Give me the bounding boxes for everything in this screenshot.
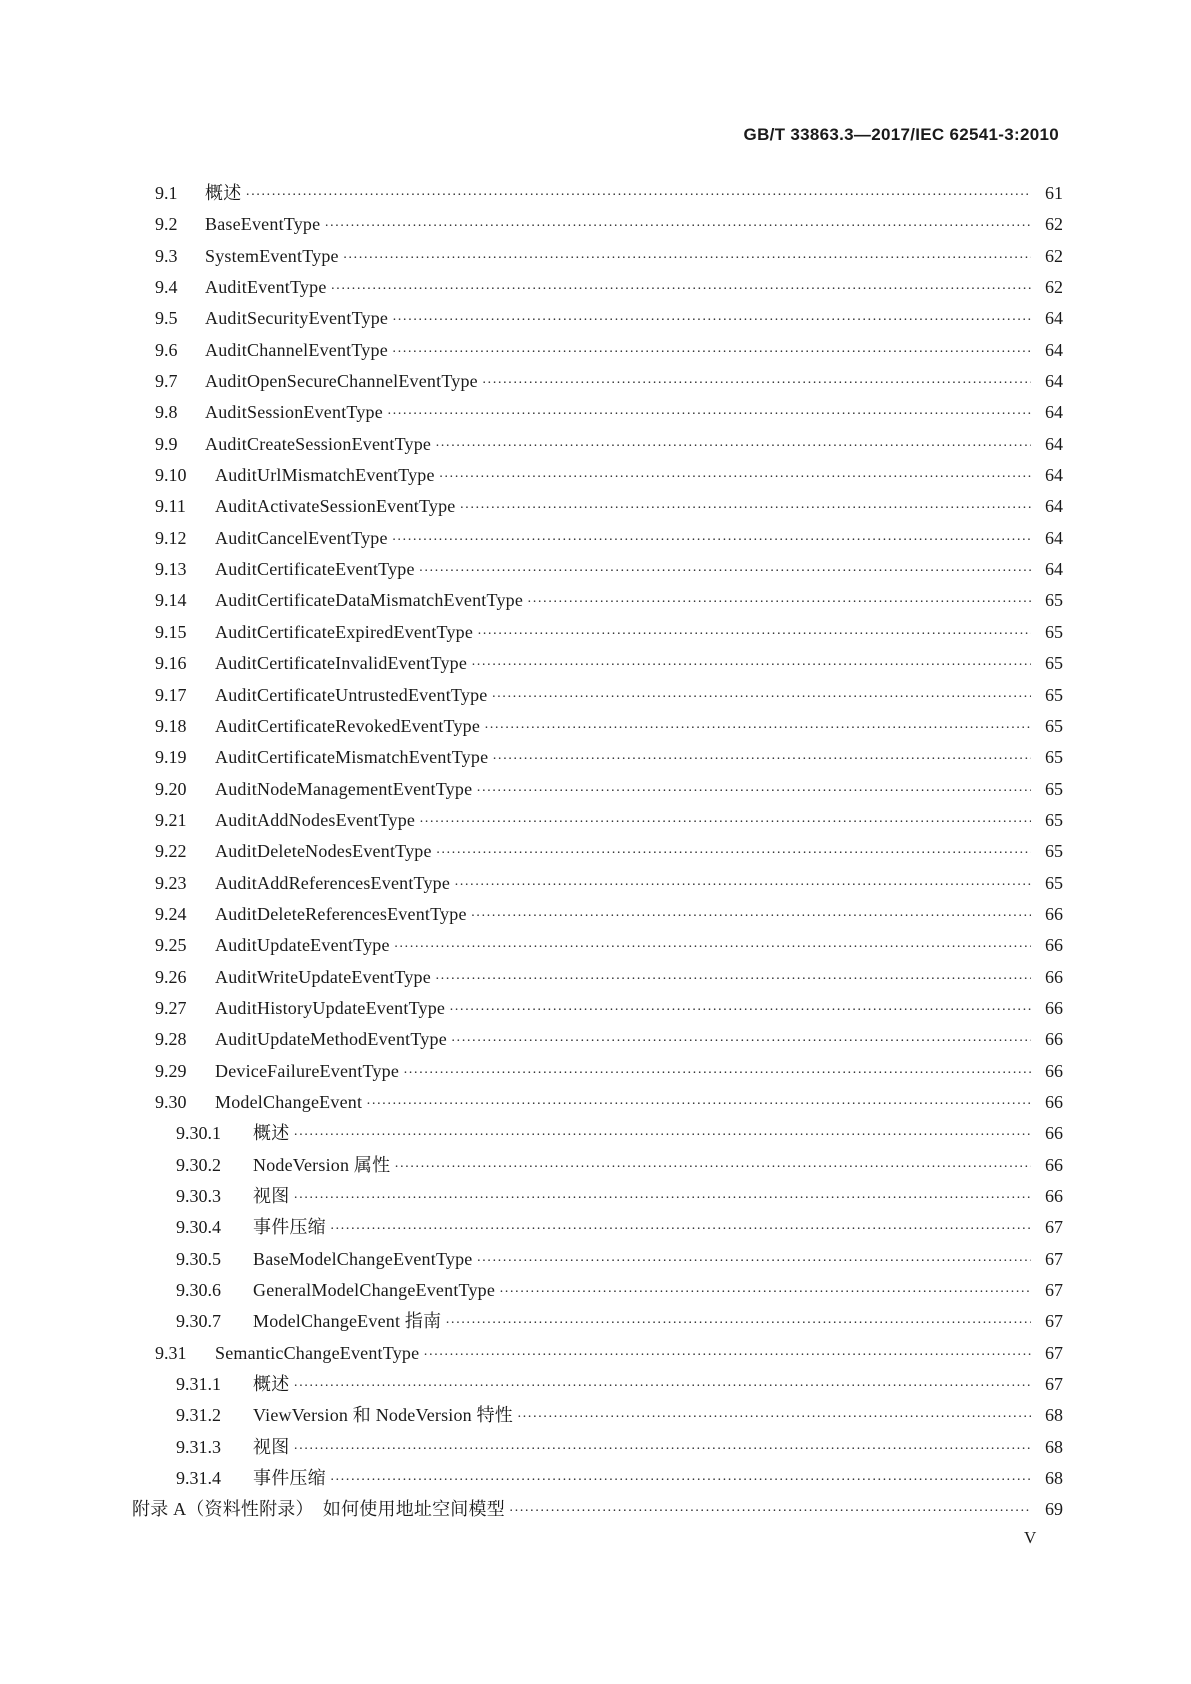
toc-entry[interactable] [0, 1024, 1191, 1055]
toc-entry[interactable] [0, 460, 1191, 491]
toc-entry[interactable] [0, 1306, 1191, 1337]
toc-entry[interactable] [0, 1118, 1191, 1149]
toc-entry-title-text: AuditCertificateRevokedEventType [215, 715, 481, 736]
toc-leader-dots [394, 932, 1031, 963]
toc-leader-dots [454, 870, 1031, 901]
toc-entry-page: 68 [1045, 1405, 1063, 1426]
toc-entry-title-text: 视图 [253, 1436, 290, 1457]
toc-entry-title [132, 1494, 1031, 1527]
toc-entry-page: 65 [1045, 747, 1063, 768]
toc-entry-title-text: 附录 A（资料性附录） 如何使用地址空间模型 [132, 1499, 505, 1520]
toc-entry-number: 9.26 [155, 966, 187, 987]
toc-entry[interactable] [0, 742, 1191, 773]
toc-entry-page: 66 [1045, 966, 1063, 987]
toc-entry-page: 64 [1045, 465, 1063, 486]
toc-leader-dots [419, 807, 1031, 838]
toc-entry-page: 62 [1045, 277, 1063, 298]
toc-entry-title-text: BaseEventType [205, 214, 321, 235]
toc-entry-page: 66 [1045, 1060, 1063, 1081]
toc-entry-page: 67 [1045, 1217, 1063, 1238]
toc-entry-title [253, 1432, 1031, 1465]
toc-entry-page: 62 [1045, 214, 1063, 235]
toc-leader-dots [331, 274, 1031, 305]
toc-entry-page: 67 [1045, 1311, 1063, 1332]
toc-entry-number: 9.6 [155, 339, 178, 360]
toc-entry-title [205, 303, 1031, 336]
toc-entry[interactable] [0, 397, 1191, 428]
toc-entry-number: 9.31.1 [176, 1374, 221, 1395]
toc-entry-page: 64 [1045, 371, 1063, 392]
toc-entry-title-text: AuditDeleteNodesEventType [215, 841, 432, 862]
toc-entry-page: 65 [1045, 841, 1063, 862]
toc-entry[interactable] [0, 962, 1191, 993]
toc-leader-dots [491, 682, 1031, 713]
toc-entry-title [253, 1275, 1031, 1308]
toc-entry-number: 9.30 [155, 1091, 187, 1112]
toc-entry-number: 9.3 [155, 245, 178, 266]
toc-entry[interactable] [0, 523, 1191, 554]
toc-entry-title [253, 1244, 1031, 1277]
toc-entry-title [253, 1400, 1031, 1433]
toc-entry-number: 9.12 [155, 527, 187, 548]
toc-entry-title-text: AuditDeleteReferencesEventType [215, 903, 467, 924]
toc-entry-page: 65 [1045, 715, 1063, 736]
toc-entry[interactable] [0, 335, 1191, 366]
toc-entry[interactable] [0, 868, 1191, 899]
toc-entry-title-text: AuditCertificateInvalidEventType [215, 653, 468, 674]
toc-leader-dots [403, 1058, 1031, 1089]
toc-leader-dots [451, 1026, 1031, 1057]
toc-entry-title-text: AuditUpdateEventType [215, 935, 390, 956]
toc-entry-title [205, 272, 1031, 305]
toc-entry-title [215, 648, 1031, 681]
toc-entry-page: 66 [1045, 935, 1063, 956]
toc-leader-dots [293, 1183, 1031, 1214]
toc-entry-number: 9.15 [155, 621, 187, 642]
toc-entry[interactable] [0, 648, 1191, 679]
toc-entry[interactable] [0, 774, 1191, 805]
toc-entry-title [205, 209, 1031, 242]
toc-leader-dots [392, 337, 1031, 368]
table-of-contents [0, 178, 1191, 1526]
toc-entry-title-text: AuditSessionEventType [205, 402, 383, 423]
toc-leader-dots [477, 619, 1031, 650]
toc-entry[interactable] [0, 930, 1191, 961]
toc-entry[interactable] [0, 805, 1191, 836]
toc-entry-number: 9.7 [155, 371, 178, 392]
toc-entry-title [215, 1024, 1031, 1057]
toc-leader-dots [471, 901, 1031, 932]
toc-entry[interactable] [0, 1087, 1191, 1118]
toc-entry-page: 65 [1045, 590, 1063, 611]
toc-entry-page: 64 [1045, 433, 1063, 454]
toc-entry-number: 9.23 [155, 872, 187, 893]
toc-leader-dots [324, 211, 1031, 242]
toc-entry-title-text: DeviceFailureEventType [215, 1060, 400, 1081]
toc-entry-page: 64 [1045, 308, 1063, 329]
toc-entry-page: 65 [1045, 684, 1063, 705]
toc-entry[interactable] [0, 680, 1191, 711]
toc-entry-title-text: 事件压缩 [253, 1468, 326, 1489]
toc-leader-dots [445, 1308, 1031, 1339]
toc-leader-dots [387, 399, 1031, 430]
toc-entry-title-text: 概述 [205, 183, 242, 203]
toc-leader-dots [476, 1246, 1031, 1277]
toc-entry[interactable] [0, 617, 1191, 648]
toc-entry-number: 9.14 [155, 590, 187, 611]
toc-leader-dots [392, 305, 1031, 336]
toc-entry-title-text: 概述 [253, 1374, 290, 1395]
toc-entry-number: 9.30.5 [176, 1248, 221, 1269]
toc-entry[interactable] [0, 836, 1191, 867]
toc-entry-number: 9.27 [155, 997, 187, 1018]
toc-entry[interactable] [0, 993, 1191, 1024]
toc-entry-title-text: AuditChannelEventType [205, 339, 388, 360]
toc-entry-number: 9.20 [155, 778, 187, 799]
toc-entry[interactable] [0, 491, 1191, 522]
toc-leader-dots [476, 776, 1031, 807]
toc-entry-title [205, 241, 1031, 274]
toc-entry[interactable] [0, 585, 1191, 616]
toc-entry-title [215, 1087, 1031, 1120]
toc-entry-title-text: AuditWriteUpdateEventType [215, 966, 431, 987]
toc-leader-dots [245, 180, 1031, 211]
toc-entry-number: 9.22 [155, 841, 187, 862]
toc-entry[interactable] [0, 899, 1191, 930]
toc-entry-title [215, 680, 1031, 713]
toc-entry-number: 9.19 [155, 747, 187, 768]
toc-entry-number: 9.17 [155, 684, 187, 705]
toc-entry-number: 9.30.2 [176, 1154, 221, 1175]
toc-entry-page: 66 [1045, 1154, 1063, 1175]
toc-entry-title [253, 1369, 1031, 1402]
toc-entry[interactable] [0, 178, 1191, 209]
toc-leader-dots [392, 525, 1031, 556]
toc-entry-page: 64 [1045, 339, 1063, 360]
toc-entry-title-text: AuditAddReferencesEventType [215, 872, 451, 893]
toc-leader-dots [435, 431, 1031, 462]
toc-entry-number: 9.11 [155, 496, 186, 517]
toc-leader-dots [482, 368, 1031, 399]
toc-entry-title-text: AuditActivateSessionEventType [215, 496, 456, 517]
toc-entry[interactable] [0, 1369, 1191, 1400]
toc-entry[interactable] [0, 209, 1191, 240]
toc-entry-number: 9.13 [155, 559, 187, 580]
toc-entry-page: 66 [1045, 1123, 1063, 1144]
toc-entry-page: 67 [1045, 1248, 1063, 1269]
toc-entry-number: 9.31 [155, 1342, 187, 1363]
toc-entry-number: 9.16 [155, 653, 187, 674]
toc-entry-title-text: AuditCancelEventType [215, 527, 388, 548]
toc-entry-page: 61 [1045, 183, 1063, 203]
toc-entry[interactable] [0, 241, 1191, 272]
toc-entry-page: 69 [1045, 1499, 1063, 1520]
toc-entry-title [215, 1338, 1031, 1371]
toc-entry-number: 9.10 [155, 465, 187, 486]
toc-entry-title-text: ModelChangeEvent [215, 1091, 363, 1112]
toc-entry-page: 68 [1045, 1436, 1063, 1457]
toc-entry-number: 9.30.1 [176, 1123, 221, 1144]
toc-leader-dots [449, 995, 1031, 1026]
toc-entry-title [215, 868, 1031, 901]
toc-entry-title [215, 805, 1031, 838]
toc-leader-dots [509, 1496, 1031, 1527]
toc-leader-dots [439, 462, 1031, 493]
toc-entry-page: 65 [1045, 653, 1063, 674]
toc-entry-title [215, 993, 1031, 1026]
toc-entry-page: 65 [1045, 621, 1063, 642]
toc-entry-title-text: AuditCertificateMismatchEventType [215, 747, 489, 768]
toc-entry-page: 65 [1045, 778, 1063, 799]
toc-entry-number: 9.24 [155, 903, 187, 924]
toc-entry-title [215, 711, 1031, 744]
toc-entry[interactable] [0, 272, 1191, 303]
toc-entry-number: 9.29 [155, 1060, 187, 1081]
toc-entry-title-text: GeneralModelChangeEventType [253, 1280, 496, 1301]
toc-entry-page: 66 [1045, 1029, 1063, 1050]
toc-entry[interactable] [0, 1056, 1191, 1087]
toc-entry-number: 9.21 [155, 809, 187, 830]
toc-entry-page: 64 [1045, 527, 1063, 548]
toc-leader-dots [499, 1277, 1031, 1308]
toc-entry-number: 9.28 [155, 1029, 187, 1050]
toc-entry-title-text: AuditAddNodesEventType [215, 809, 416, 830]
toc-entry-title-text: AuditUrlMismatchEventType [215, 465, 435, 486]
toc-entry-title [205, 366, 1031, 399]
toc-entry-title [215, 742, 1031, 775]
toc-entry[interactable] [0, 1150, 1191, 1181]
toc-leader-dots [492, 744, 1031, 775]
toc-entry-title-text: 事件压缩 [253, 1217, 326, 1238]
toc-entry-title [215, 491, 1031, 524]
toc-leader-dots [293, 1120, 1031, 1151]
toc-entry-page: 66 [1045, 903, 1063, 924]
toc-entry-title [205, 397, 1031, 430]
toc-entry-number: 9.31.2 [176, 1405, 221, 1426]
toc-entry-title-text: AuditOpenSecureChannelEventType [205, 371, 478, 392]
toc-entry[interactable] [0, 303, 1191, 334]
toc-entry-number: 9.31.3 [176, 1436, 221, 1457]
toc-entry-title [215, 554, 1031, 587]
toc-entry[interactable] [0, 1400, 1191, 1431]
toc-entry[interactable] [0, 1338, 1191, 1369]
toc-leader-dots [419, 556, 1031, 587]
toc-entry[interactable] [0, 1244, 1191, 1275]
toc-entry-title-text: AuditCertificateUntrustedEventType [215, 684, 488, 705]
toc-entry-title-text: AuditHistoryUpdateEventType [215, 997, 446, 1018]
toc-entry-title-text: AuditCertificateExpiredEventType [215, 621, 474, 642]
toc-entry[interactable] [0, 1181, 1191, 1212]
toc-entry-title [253, 1463, 1031, 1496]
toc-entry-number: 9.4 [155, 277, 178, 298]
toc-entry-page: 65 [1045, 809, 1063, 830]
toc-entry-page: 66 [1045, 1091, 1063, 1112]
toc-leader-dots [460, 493, 1032, 524]
toc-entry[interactable] [0, 366, 1191, 397]
toc-leader-dots [293, 1371, 1031, 1402]
toc-leader-dots [293, 1434, 1031, 1465]
toc-leader-dots [366, 1089, 1031, 1120]
toc-entry-title [253, 1181, 1031, 1214]
toc-entry-title [253, 1118, 1031, 1151]
toc-entry-title [205, 178, 1031, 211]
toc-entry-page: 67 [1045, 1374, 1063, 1395]
toc-entry[interactable] [0, 1463, 1191, 1494]
toc-entry-title-text: AuditCreateSessionEventType [205, 433, 432, 454]
toc-entry-page: 64 [1045, 402, 1063, 423]
toc-leader-dots [423, 1340, 1031, 1371]
toc-entry-title-text: 视图 [253, 1186, 290, 1206]
toc-leader-dots [527, 587, 1031, 618]
toc-entry-number: 9.30.6 [176, 1280, 221, 1301]
toc-entry-title-text: AuditCertificateEventType [215, 559, 415, 580]
toc-leader-dots [436, 838, 1031, 869]
toc-entry-page: 66 [1045, 1186, 1063, 1206]
toc-entry-page: 62 [1045, 245, 1063, 266]
toc-leader-dots [517, 1402, 1031, 1433]
toc-leader-dots [330, 1214, 1031, 1245]
toc-leader-dots [471, 650, 1031, 681]
toc-entry-title [215, 962, 1031, 995]
toc-entry-page: 64 [1045, 559, 1063, 580]
toc-entry[interactable] [0, 429, 1191, 460]
toc-entry[interactable] [0, 1275, 1191, 1306]
toc-entry-title-text: AuditCertificateDataMismatchEventType [215, 590, 524, 611]
toc-entry-number: 9.31.4 [176, 1468, 221, 1489]
toc-entry-title [215, 836, 1031, 869]
toc-entry-page: 67 [1045, 1280, 1063, 1301]
toc-entry-title [215, 1056, 1031, 1089]
toc-entry-page: 65 [1045, 872, 1063, 893]
toc-entry[interactable] [0, 554, 1191, 585]
toc-entry-page: 64 [1045, 496, 1063, 517]
toc-entry-number: 9.9 [155, 433, 178, 454]
toc-entry-page: 68 [1045, 1468, 1063, 1489]
toc-entry-title-text: AuditUpdateMethodEventType [215, 1029, 447, 1050]
toc-entry-title-text: 概述 [253, 1123, 290, 1144]
toc-entry-number: 9.30.3 [176, 1186, 221, 1206]
toc-entry-number: 9.1 [155, 183, 178, 203]
toc-entry-title [215, 585, 1031, 618]
toc-entry-title-text: AuditSecurityEventType [205, 308, 389, 329]
toc-entry[interactable] [0, 1212, 1191, 1243]
toc-entry-title [215, 930, 1031, 963]
toc-entry-number: 9.5 [155, 308, 178, 329]
toc-entry-title [205, 335, 1031, 368]
toc-leader-dots [435, 964, 1031, 995]
toc-entry[interactable] [0, 711, 1191, 742]
toc-leader-dots [343, 243, 1031, 274]
toc-entry-number: 9.30.4 [176, 1217, 221, 1238]
toc-entry-title-text: ViewVersion 和 NodeVersion 特性 [253, 1405, 513, 1426]
toc-entry-page: 66 [1045, 997, 1063, 1018]
toc-entry-page: 67 [1045, 1342, 1063, 1363]
toc-leader-dots [394, 1152, 1031, 1183]
toc-entry-title [253, 1212, 1031, 1245]
toc-entry-title [215, 899, 1031, 932]
toc-entry-number: 9.25 [155, 935, 187, 956]
toc-entry-title [205, 429, 1031, 462]
document-header: GB/T 33863.3—2017/IEC 62541-3:2010 [743, 125, 1059, 144]
toc-entry-number: 9.30.7 [176, 1311, 221, 1332]
toc-entry-title-text: AuditEventType [205, 277, 327, 298]
toc-entry-title [215, 460, 1031, 493]
toc-entry[interactable] [0, 1494, 1191, 1525]
toc-leader-dots [484, 713, 1031, 744]
toc-entry-title [215, 617, 1031, 650]
toc-entry-title [253, 1150, 1031, 1183]
toc-entry-title-text: SemanticChangeEventType [215, 1342, 420, 1363]
toc-entry-number: 9.18 [155, 715, 187, 736]
toc-entry-number: 9.2 [155, 214, 178, 235]
toc-entry-title [253, 1306, 1031, 1339]
toc-entry-title [215, 523, 1031, 556]
toc-entry-title-text: AuditNodeManagementEventType [215, 778, 473, 799]
toc-entry-title-text: SystemEventType [205, 245, 339, 266]
toc-entry-title-text: BaseModelChangeEventType [253, 1248, 473, 1269]
toc-entry-number: 9.8 [155, 402, 178, 423]
toc-leader-dots [330, 1465, 1031, 1496]
page-folio: V [1024, 1528, 1037, 1547]
toc-entry-title-text: ModelChangeEvent 指南 [253, 1311, 442, 1332]
toc-entry[interactable] [0, 1432, 1191, 1463]
toc-entry-title-text: NodeVersion 属性 [253, 1154, 391, 1175]
toc-entry-title [215, 774, 1031, 807]
